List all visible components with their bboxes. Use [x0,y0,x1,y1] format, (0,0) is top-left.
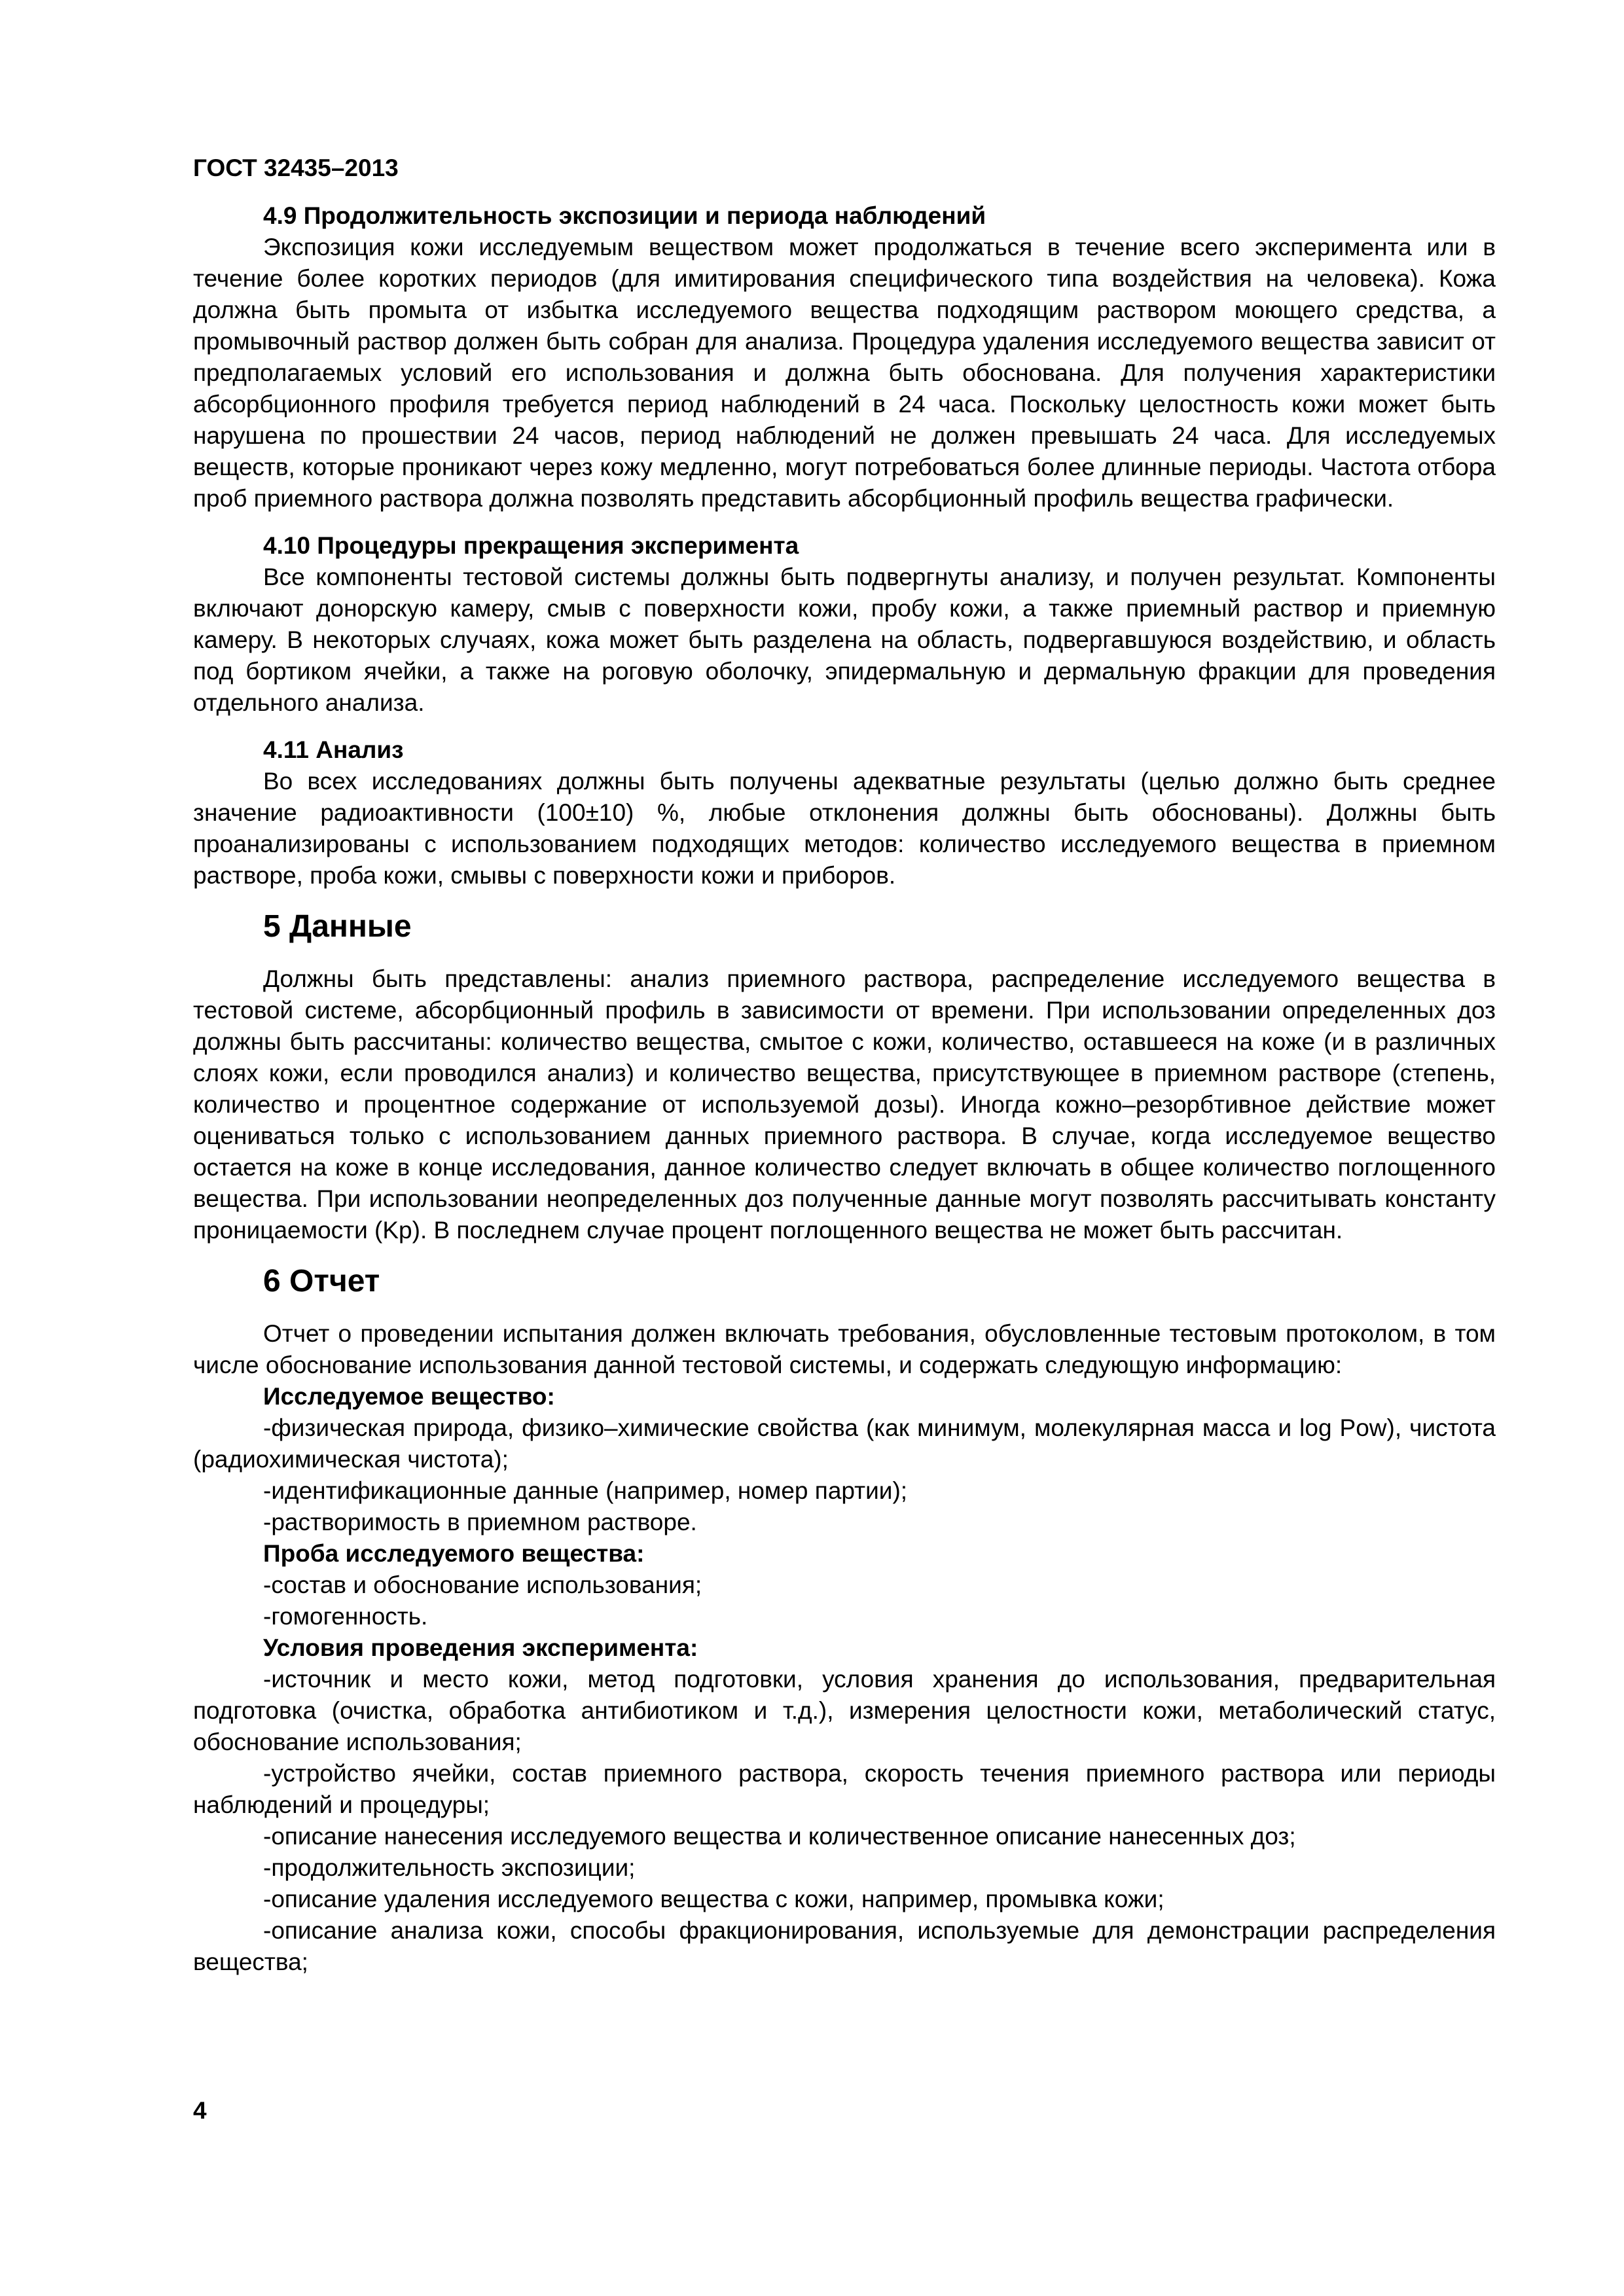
section-text: Во всех исследованиях должны быть получены адекватные результаты (целью должно быть среднее значение радиоактивности (100±10) %, любые отклонения должны быть обоснованы). Должны быть проанализированы с использованием подходящих методов: количество исследуемого вещества в приемном растворе, проба кожи, смывы с поверхности кожи и приборов. [193,768,1496,889]
report-group-label: Проба исследуемого вещества: [263,1540,645,1567]
list-item: -описание нанесения исследуемого вещества и количественное описание нанесенных доз; [263,1823,1296,1850]
page-number: 4 [193,2097,207,2124]
list-item: -описание анализа кожи, способы фракционирования, используемые для демонстрации распределения вещества; [193,1917,1496,1975]
section-text: Экспозиция кожи исследуемым веществом может продолжаться в течение всего эксперимента или в течение более коротких периодов (для имитирования специфического типа воздействия на человека). Кожа должна быть промыта от избытка исследуемого вещества подходящим раствором моющего средства, а промывочный раствор должен быть собран для анализа. Процедура удаления исследуемого вещества зависит от предполагаемых условий его использования и должна быть обоснована. Для получения характеристики абсорбционного профиля требуется период наблюдений в 24 часа. Поскольку целостность кожи может быть нарушена по прошествии 24 часов, период наблюдений не должен превышать 24 часа. Для исследуемых веществ, которые проникают через кожу медленно, могут потребоваться более длинные периоды. Частота отбора проб приемного раствора должна позволять представить абсорбционный профиль вещества графически. [193,234,1496,512]
section-4-11 [193,734,1496,891]
report-group-label: Условия проведения эксперимента: [263,1634,698,1661]
section-6 [193,1262,1496,1978]
section-heading: 5 Данные [263,909,412,944]
list-item: -устройство ячейки, состав приемного раствора, скорость течения приемного раствора или периоды наблюдений и процедуры; [193,1760,1496,1818]
section-intro: Отчет о проведении испытания должен включать требования, обусловленные тестовым протоколом, в том числе обоснование использования данной тестовой системы, и содержать следующую информацию: [193,1320,1496,1378]
list-item: -идентификационные данные (например, номер партии); [263,1477,908,1504]
section-4-9 [193,200,1496,514]
list-item: -гомогенность. [263,1603,428,1630]
section-5 [193,907,1496,1246]
section-text: Все компоненты тестовой системы должны быть подвергнуты анализу, и получен результат. Компоненты включают донорскую камеру, смыв с поверхности кожи, пробу кожи, а также приемный раствор и приемную камеру. В некоторых случаях, кожа может быть разделена на область, подвергавшуюся воздействию, и область под бортиком ячейки, а также на роговую оболочку, эпидермальную и дермальную фракции для проведения отдельного анализа. [193,564,1496,716]
section-title: 4.9 Продолжительность экспозиции и периода наблюдений [263,202,986,229]
page-content [193,200,1496,1994]
list-item: -описание удаления исследуемого вещества с кожи, например, промывка кожи; [263,1886,1164,1912]
report-group-label: Исследуемое вещество: [263,1383,555,1410]
list-item: -продолжительность экспозиции; [263,1854,636,1881]
section-title: 4.11 Анализ [263,736,404,763]
list-item: -растворимость в приемном растворе. [263,1509,697,1535]
section-4-10 [193,530,1496,719]
list-item: -источник и место кожи, метод подготовки, условия хранения до использования, предварительная подготовка (очистка, обработка антибиотиком и т.д.), измерения целостности кожи, метаболический статус, обоснование использования; [193,1666,1496,1755]
section-heading: 6 Отчет [263,1264,380,1299]
list-item: -физическая природа, физико–химические свойства (как минимум, молекулярная масса и log Pow), чистота (радиохимическая чистота); [193,1414,1496,1473]
document-header: ГОСТ 32435–2013 [193,154,399,181]
section-text: Должны быть представлены: анализ приемного раствора, распределение исследуемого вещества в тестовой системе, абсорбционный профиль в зависимости от времени. При использовании определенных доз должны быть рассчитаны: количество вещества, смытое с кожи, количество, оставшееся на коже (и в различных слоях кожи, если проводился анализ) и количество вещества, присутствующее в приемном растворе (степень, количество и процентное содержание от используемой дозы). Иногда кожно–резорбтивное действие может оцениваться только с использованием данных приемного раствора. В случае, когда исследуемое вещество остается на коже в конце исследования, данное количество следует включать в общее количество поглощенного вещества. При использовании неопределенных доз полученные данные могут позволять рассчитывать константу проницаемости (Kp). В последнем случае процент поглощенного вещества не может быть рассчитан. [193,965,1496,1244]
list-item: -состав и обоснование использования; [263,1571,702,1598]
section-title: 4.10 Процедуры прекращения эксперимента [263,532,799,559]
